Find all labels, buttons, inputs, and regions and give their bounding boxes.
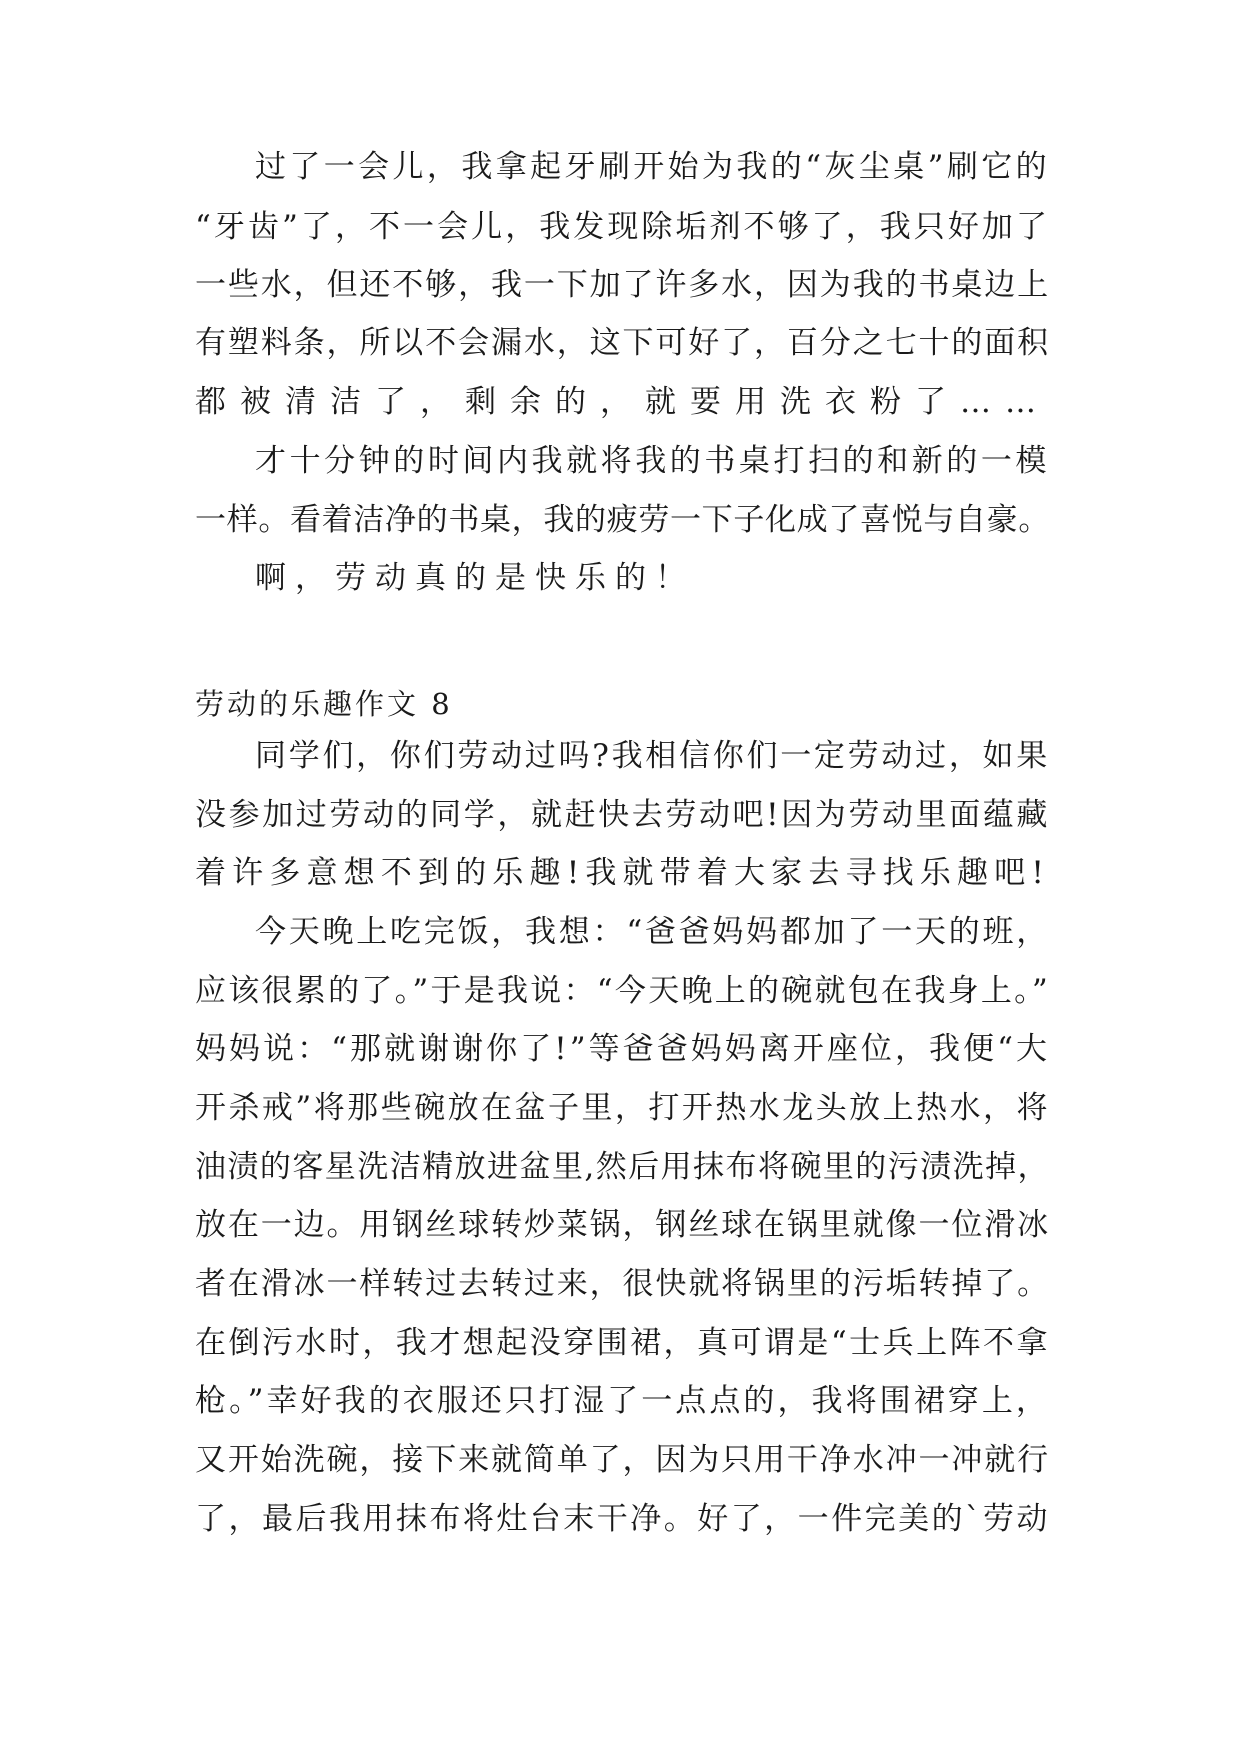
text-line: 有塑料条，所以不会漏水，这下可好了，百分之七十的面积 <box>195 325 1050 361</box>
text-line: 才十分钟的时间内我就将我的书桌打扫的和新的一模 <box>255 443 1050 479</box>
text-line: 在倒污水时，我才想起没穿围裙，真可谓是“士兵上阵不拿 <box>195 1325 1050 1361</box>
section-heading: 劳动的乐趣作文 8 <box>195 687 453 721</box>
text-line: 同学们，你们劳动过吗?我相信你们一定劳动过，如果 <box>255 738 1050 774</box>
text-line: 应该很累的了。”于是我说：“今天晚上的碗就包在我身上。” <box>195 973 1050 1009</box>
text-line: 过了一会儿，我拿起牙刷开始为我的“灰尘桌”刷它的 <box>255 149 1050 185</box>
text-line: 油渍的客星洗洁精放进盆里,然后用抹布将碗里的污渍洗掉， <box>195 1149 1050 1185</box>
text-line: 一些水，但还不够，我一下加了许多水，因为我的书桌边上 <box>195 267 1050 303</box>
text-line: 枪。”幸好我的衣服还只打湿了一点点的，我将围裙穿上， <box>195 1383 1050 1419</box>
text-line: 放在一边。用钢丝球转炒菜锅，钢丝球在锅里就像一位滑冰 <box>195 1207 1050 1243</box>
text-line: 一样。看着洁净的书桌，我的疲劳一下子化成了喜悦与自豪。 <box>195 502 1050 538</box>
text-line: 者在滑冰一样转过去转过来，很快就将锅里的污垢转掉了。 <box>195 1266 1050 1302</box>
text-line: 妈妈说：“那就谢谢你了!”等爸爸妈妈离开座位，我便“大 <box>195 1031 1050 1067</box>
text-line: 没参加过劳动的同学，就赶快去劳动吧!因为劳动里面蕴藏 <box>195 797 1050 833</box>
text-line: 着许多意想不到的乐趣!我就带着大家去寻找乐趣吧! <box>195 855 1050 891</box>
text-line: 开杀戒”将那些碗放在盆子里，打开热水龙头放上热水，将 <box>195 1090 1050 1126</box>
text-line: 了，最后我用抹布将灶台末干净。好了，一件完美的`劳动 <box>195 1501 1050 1537</box>
text-line: 啊，劳动真的是快乐的！ <box>255 560 695 596</box>
text-line: “牙齿”了，不一会儿，我发现除垢剂不够了，我只好加了 <box>195 209 1050 245</box>
text-line: 今天晚上吃完饭，我想：“爸爸妈妈都加了一天的班， <box>255 914 1050 950</box>
text-line: 又开始洗碗，接下来就简单了，因为只用干净水冲一冲就行 <box>195 1442 1050 1478</box>
text-line: 都被清洁了，剩余的，就要用洗衣粉了…… <box>195 384 1050 420</box>
